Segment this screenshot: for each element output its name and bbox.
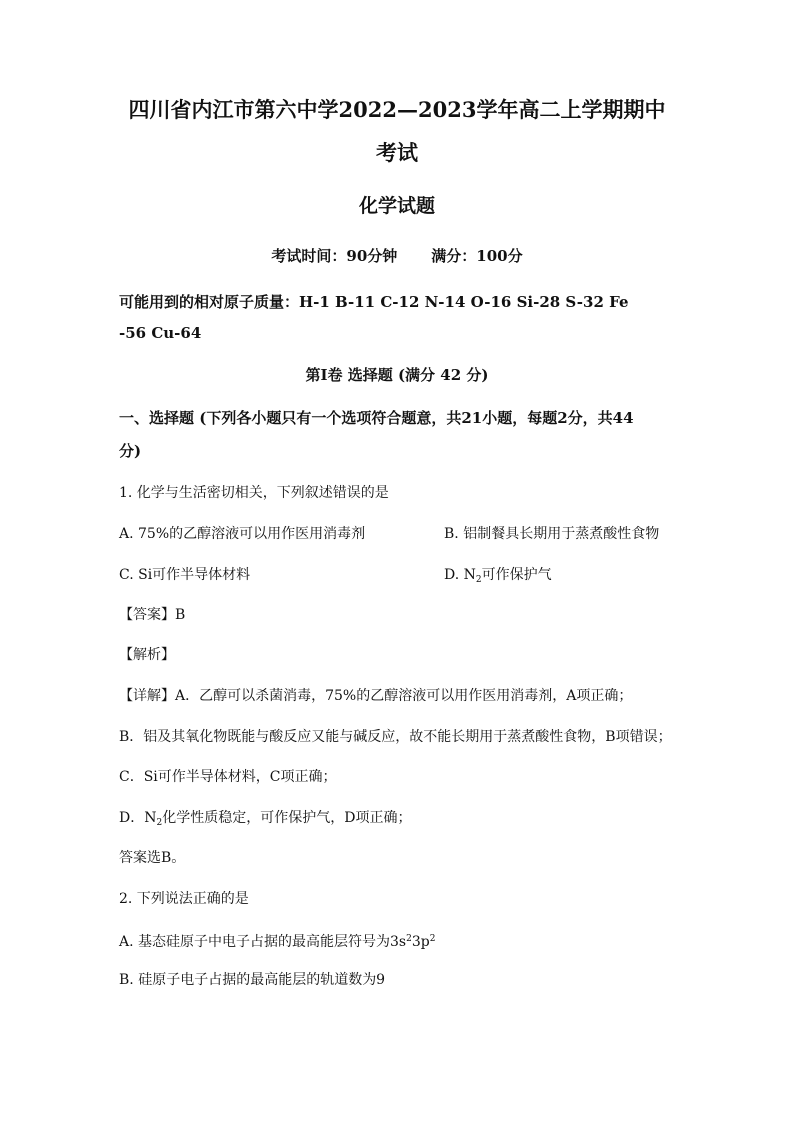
question-2-option-b: B. 硅原子电子占据的最高能层的轨道数为9	[119, 972, 386, 988]
exam-time: 考试时间：90分钟	[271, 247, 398, 265]
question-1-detail-b: B．铝及其氧化物既能与酸反应又能与碱反应，故不能长期用于蒸煮酸性食物，B项错误；	[119, 729, 672, 745]
question-1-conclusion: 答案选B。	[119, 850, 186, 866]
full-score: 满分：100分	[431, 247, 523, 265]
question-2-stem: 2. 下列说法正确的是	[119, 891, 249, 907]
question-1-stem: 1. 化学与生活密切相关，下列叙述错误的是	[119, 485, 389, 501]
exam-title-line2: 考试	[376, 140, 418, 165]
question-1-option-b: B. 铝制餐具长期用于蒸煮酸性食物	[444, 526, 660, 542]
instructions-line2: 分)	[119, 442, 142, 460]
instructions-line1: 一、选择题 (下列各小题只有一个选项符合题意，共21小题，每题2分，共44	[119, 409, 634, 427]
question-1-option-c: C. Si可作半导体材料	[119, 567, 251, 583]
question-2-option-a: A. 基态硅原子中电子占据的最高能层符号为$3s^23p^2$	[119, 934, 436, 950]
question-1-option-a: A. 75%的乙醇溶液可以用作医用消毒剂	[119, 526, 366, 542]
question-1-analysis-label: 【解析】	[119, 647, 175, 663]
question-1-option-d: D. $N_2$可作保护气	[444, 567, 552, 585]
volume-title: 第I卷 选择题 (满分 42 分)	[305, 366, 489, 384]
question-1-detail-d: D．$N_2$化学性质稳定，可作保护气，D项正确；	[119, 810, 412, 828]
atomic-mass-line1: 可能用到的相对原子质量：H-1 B-11 C-12 N-14 O-16 Si-28 S-32 Fe	[119, 293, 629, 311]
exam-info	[0, 246, 794, 266]
exam-title-line1: 四川省内江市第六中学2022—2023学年高二上学期期中	[128, 97, 666, 122]
atomic-mass-line2: -56 Cu-64	[119, 324, 202, 342]
subject-title: 化学试题	[358, 195, 435, 217]
question-1-answer: 【答案】B	[119, 607, 186, 623]
question-1-detail-c: C．Si可作半导体材料，C项正确；	[119, 769, 337, 785]
question-1-detail-a: 【详解】A．乙醇可以杀菌消毒，75%的乙醇溶液可以用作医用消毒剂，A项正确；	[119, 688, 633, 704]
